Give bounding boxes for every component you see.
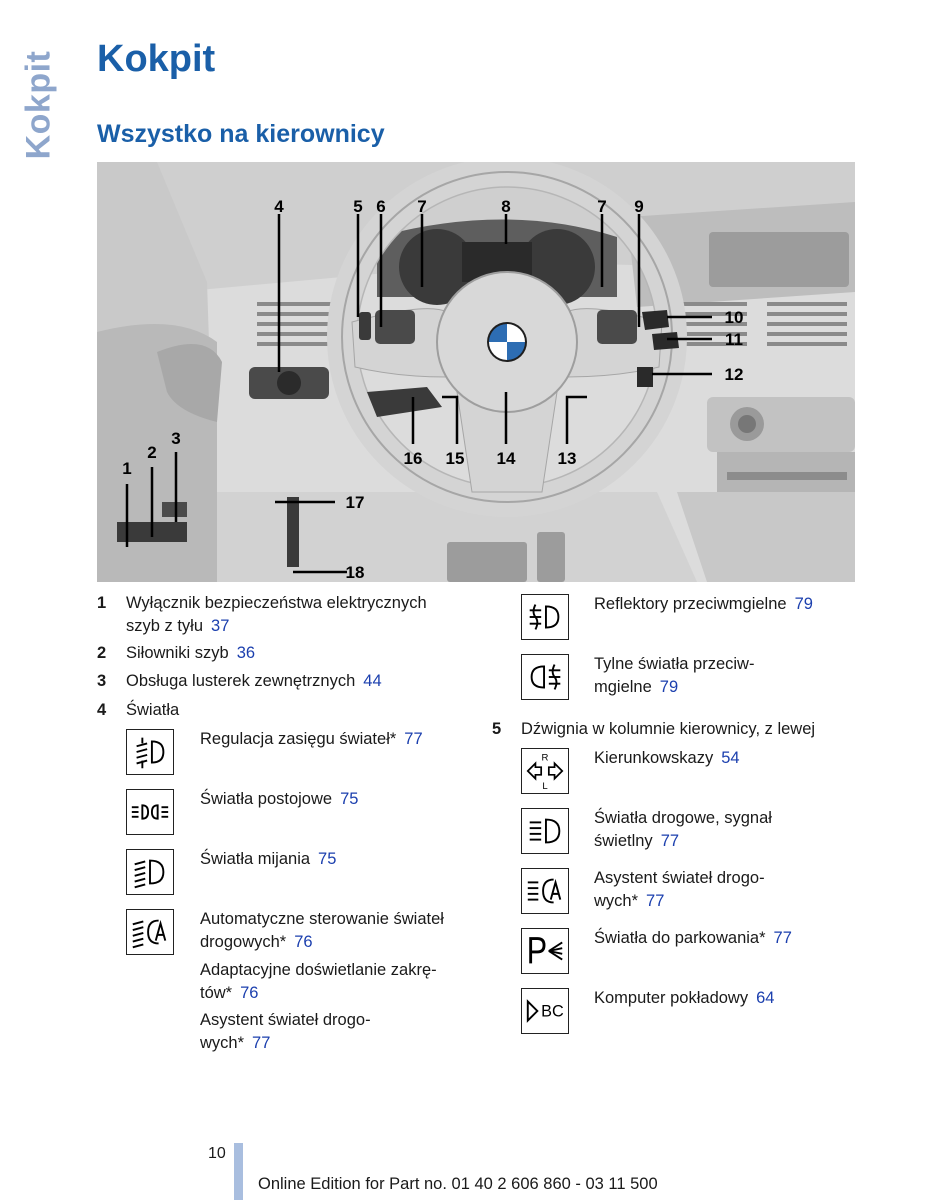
symbol-text: Reflektory przeciwmgielne [594, 595, 787, 613]
page-ref-link[interactable]: 64 [756, 989, 775, 1007]
symbol-text: Światła do parkowania* [594, 929, 766, 947]
symbol-text: Asystent świateł drogo- [594, 869, 765, 887]
page-ref-link[interactable]: 36 [236, 644, 256, 662]
item-number: 3 [97, 672, 107, 690]
edition-note: Online Edition for Part no. 01 40 2 606 860 - 03 11 500 [258, 1175, 658, 1193]
page-ref-link[interactable]: 77 [646, 892, 665, 910]
symbol-text: Komputer pokładowy [594, 989, 749, 1007]
item-number: 2 [97, 644, 107, 662]
turn-signal-icon [521, 748, 569, 794]
callout-11: 11 [725, 330, 743, 349]
callout-5: 5 [353, 197, 363, 216]
headlight-range-icon [126, 729, 174, 775]
page-ref-link[interactable]: 75 [318, 850, 337, 868]
symbol-text: Regulacja zasięgu świateł* [200, 730, 397, 748]
item-text: Dźwignia w kolumnie kierownicy, z lewej [521, 720, 816, 738]
onboard-computer-icon [521, 988, 569, 1034]
symbol-text: Tylne światła przeciw- [594, 655, 755, 673]
turn-right-letter: R [541, 752, 549, 764]
low-beam-icon [126, 849, 174, 895]
item-number: 5 [492, 720, 502, 738]
callout-17: 17 [345, 493, 365, 512]
callout-7-right: 7 [597, 197, 607, 216]
cockpit-illustration [97, 162, 855, 582]
high-beam-icon [521, 808, 569, 854]
item-text: szyb z tyłu [126, 617, 204, 635]
symbol-text: Adaptacyjne doświetlanie zakrę- [200, 961, 437, 979]
callout-6: 6 [376, 197, 386, 216]
page-ref-link[interactable]: 75 [340, 790, 359, 808]
page-ref-link[interactable]: 77 [404, 730, 423, 748]
page-ref-link[interactable]: 37 [211, 617, 230, 635]
item-text: Siłowniki szyb [126, 644, 229, 662]
symbol-text: wych* [594, 892, 639, 910]
item-number: 4 [97, 701, 107, 719]
symbol-text: tów* [200, 984, 233, 1002]
callout-15: 15 [445, 449, 465, 468]
symbol-text: Asystent świateł drogo- [200, 1011, 371, 1029]
callout-8: 8 [501, 197, 511, 216]
section-subtitle: Wszystko na kierownicy [97, 120, 385, 148]
page-ref-link[interactable]: 54 [721, 749, 740, 767]
callout-14: 14 [496, 449, 516, 468]
callout-2: 2 [147, 443, 157, 462]
item-text: Światła [126, 701, 180, 719]
page-ref-link[interactable]: 77 [660, 832, 680, 850]
right-column [492, 592, 852, 1042]
item-text: Obsługa lusterek zewnętrznych [126, 672, 356, 690]
page-ref-link[interactable]: 79 [794, 595, 813, 613]
item-number: 1 [97, 594, 107, 612]
symbol-text: Światła drogowe, sygnał [594, 809, 772, 827]
turn-left-letter: L [542, 781, 548, 793]
callout-12: 12 [724, 365, 744, 384]
item-text: Wyłącznik bezpieczeństwa elektrycznych [126, 594, 427, 612]
symbol-text: wych* [200, 1034, 245, 1052]
callout-10: 10 [724, 308, 744, 327]
symbol-text: Kierunkowskazy [594, 749, 714, 767]
symbol-text: świetlny [594, 832, 653, 850]
callout-18: 18 [345, 563, 365, 582]
front-fog-icon [521, 594, 569, 640]
symbol-text: mgielne [594, 678, 652, 696]
auto-high-beam-icon [126, 909, 174, 955]
symbol-text: Światła postojowe [200, 790, 333, 808]
page-ref-link[interactable]: 77 [252, 1034, 271, 1052]
callout-3: 3 [171, 429, 181, 448]
bc-letters: BC [541, 1002, 564, 1021]
symbol-text: drogowych* [200, 933, 287, 951]
footer-bar [234, 1143, 243, 1200]
callout-1: 1 [122, 459, 132, 478]
page-ref-link[interactable]: 44 [363, 672, 382, 690]
left-column [97, 592, 477, 1062]
callout-13: 13 [557, 449, 577, 468]
symbol-text: Światła mijania [200, 850, 311, 868]
callout-9: 9 [634, 197, 644, 216]
callout-7-left: 7 [417, 197, 427, 216]
parking-light-icon [521, 928, 569, 974]
high-beam-assist-icon [521, 868, 569, 914]
side-tab-label: Kokpit [19, 50, 58, 160]
page-ref-link[interactable]: 79 [659, 678, 679, 696]
page-ref-link[interactable]: 76 [240, 984, 259, 1002]
page-ref-link[interactable]: 76 [294, 933, 313, 951]
page-number: 10 [208, 1145, 226, 1162]
symbol-text: Automatyczne sterowanie świateł [200, 910, 444, 928]
page-title: Kokpit [97, 38, 216, 80]
callout-4: 4 [274, 197, 284, 216]
parking-lights-icon [126, 789, 174, 835]
page-ref-link[interactable]: 77 [773, 929, 792, 947]
callout-16: 16 [403, 449, 423, 468]
side-tab [16, 40, 62, 170]
rear-fog-icon [521, 654, 569, 700]
